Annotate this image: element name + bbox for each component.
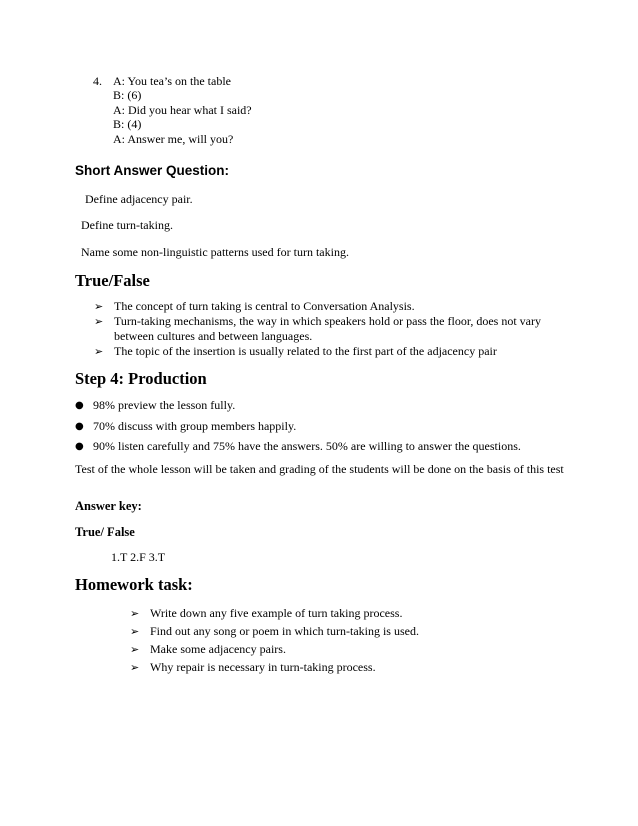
homework-heading: Homework task: [75,575,193,594]
dialogue-line: B: (6) [113,88,142,103]
dialogue-line: A: Answer me, will you? [113,131,234,146]
dialogue-line: A: Did you hear what I said? [113,102,252,117]
production-heading: Step 4: Production [75,369,207,388]
dialogue-line: A: You tea’s on the table [113,74,231,88]
arrowhead-bullet-icon: ➢ [130,661,140,674]
list-item: ➢ Turn-taking mechanisms, the way in which speakers hold or pass the floor, does not vary between cultures and between languages. [94,314,541,343]
dialogue-line: B: (4) [113,117,142,132]
true-false-list [94,299,574,359]
dialogue-lines [113,74,252,146]
list-item: ➢ Why repair is necessary in turn-taking process. [130,660,376,674]
short-answer-question: Define turn-taking. [81,218,173,232]
arrowhead-bullet-icon: ➢ [130,607,140,620]
short-answer-heading: Short Answer Question: [75,163,230,178]
answer-key-subheading: True/ False [75,525,135,539]
true-false-heading: True/False [75,271,150,290]
list-item: ➢ Make some adjacency pairs. [130,642,286,656]
short-answer-question: Name some non-linguistic patterns used for turn taking. [81,245,349,259]
question-number: 4. [93,74,102,88]
short-answer-question: Define adjacency pair. [85,192,193,206]
list-item: ● 98% preview the lesson fully. [75,398,236,412]
list-item: ➢ Find out any song or poem in which turn-taking is used. [130,624,419,638]
round-bullet-icon: ● [75,400,84,411]
test-note: Test of the whole lesson will be taken and grading of the students will be done on the basis of this test [75,462,564,476]
round-bullet-icon: ● [75,441,84,452]
list-item: ➢ The concept of turn taking is central to Conversation Analysis. [94,299,415,313]
homework-list [130,606,570,675]
arrowhead-bullet-icon: ➢ [94,345,104,358]
arrowhead-bullet-icon: ➢ [94,315,104,328]
arrowhead-bullet-icon: ➢ [130,625,140,638]
round-bullet-icon: ● [75,420,84,432]
production-list [75,398,575,460]
arrowhead-bullet-icon: ➢ [94,300,104,313]
answer-key-values: 1.T 2.F 3.T [111,550,166,564]
arrowhead-bullet-icon: ➢ [130,643,140,656]
answer-key-heading: Answer key: [75,499,142,513]
list-item: ➢ The topic of the insertion is usually related to the first part of the adjacency pair [94,344,497,358]
list-item: ➢ Write down any five example of turn taking process. [130,606,403,620]
list-item: ● 70% discuss with group members happily. [75,418,297,433]
list-item: ● 90% listen carefully and 75% have the answers. 50% are willing to answer the questions. [75,439,521,453]
